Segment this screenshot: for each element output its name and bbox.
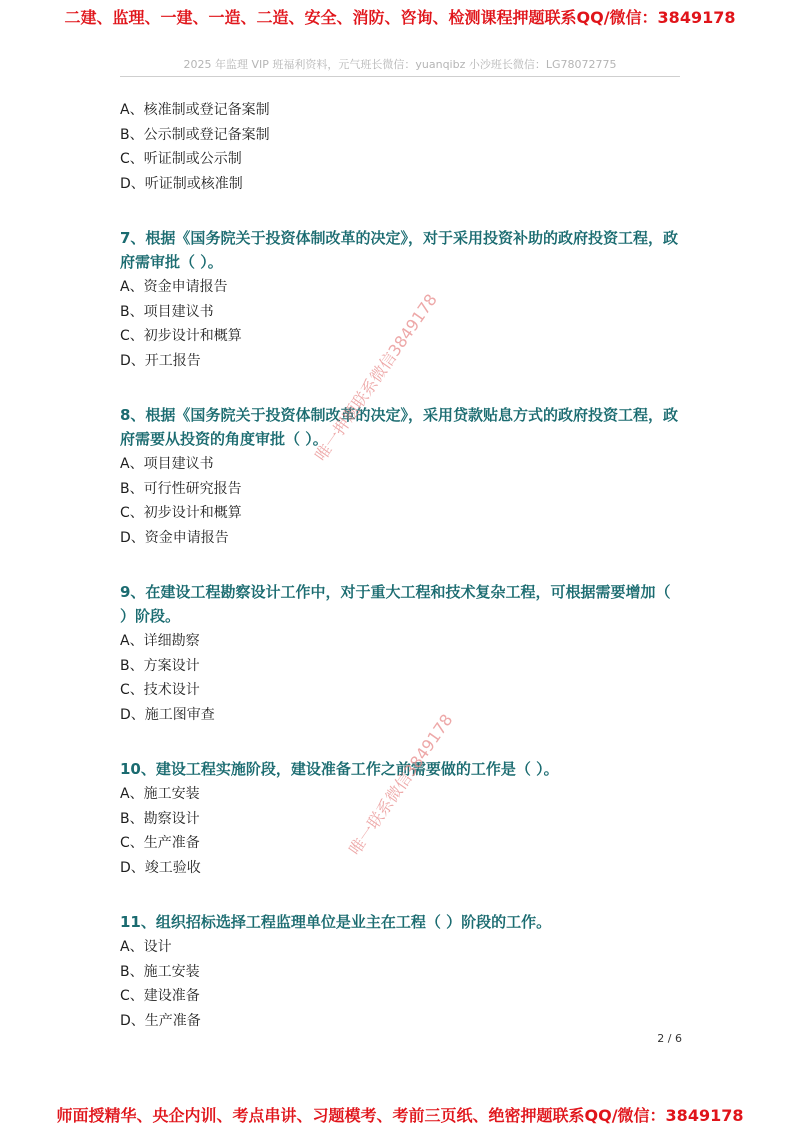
option-c: C、初步设计和概算: [120, 505, 242, 521]
document-body: [120, 98, 680, 1033]
option-c: C、初步设计和概算: [120, 328, 242, 344]
question-title: 10、建设工程实施阶段，建设准备工作之前需要做的工作是（ ）。: [120, 760, 559, 778]
question-title: 8、根据《国务院关于投资体制改革的决定》，采用贷款贴息方式的政府投资工程，政府需要从投资的角度审批（ ）。: [120, 406, 678, 448]
page-number: 2 / 6: [657, 1032, 682, 1045]
option-b: B、公示制或登记备案制: [120, 126, 270, 143]
option-a: A、施工安装: [120, 786, 200, 802]
option-d: D、听证制或核准制: [120, 175, 243, 192]
option-d: D、施工图审查: [120, 706, 215, 723]
question-11: [120, 910, 680, 1033]
question-title: 7、根据《国务院关于投资体制改革的决定》，对于采用投资补助的政府投资工程，政府需审批（ ）。: [120, 229, 678, 271]
option-b: B、项目建议书: [120, 303, 214, 320]
option-d: D、资金申请报告: [120, 529, 229, 546]
option-b: B、可行性研究报告: [120, 480, 242, 497]
option-b: B、施工安装: [120, 963, 200, 980]
promo-banner-bottom: 师面授精华、央企内训、考点串讲、习题模考、考前三页纸、绝密押题联系QQ/微信：3849178: [56, 1106, 744, 1125]
watermark-text: 唯一押题联系微信3849178: [311, 290, 441, 465]
option-d: D、竣工验收: [120, 859, 201, 876]
question-title: 9、在建设工程勘察设计工作中，对于重大工程和技术复杂工程，可根据需要增加（ ）阶段。: [120, 583, 671, 625]
option-c: C、听证制或公示制: [120, 151, 242, 167]
promo-banner-top: 二建、监理、一建、一造、二造、安全、消防、咨询、检测课程押题联系QQ/微信：3849178: [64, 8, 736, 27]
option-a: A、核准制或登记备案制: [120, 102, 270, 118]
option-c: C、建设准备: [120, 988, 200, 1004]
option-a: A、项目建议书: [120, 456, 214, 472]
watermark-text: 唯一联系微信3849178: [345, 710, 457, 859]
option-d: D、生产准备: [120, 1012, 201, 1029]
option-a: A、设计: [120, 939, 172, 955]
option-c: C、生产准备: [120, 835, 200, 851]
header-divider: [120, 76, 680, 77]
option-c: C、技术设计: [120, 682, 200, 698]
option-b: B、勘察设计: [120, 810, 200, 827]
continued-options: [120, 98, 680, 196]
option-d: D、开工报告: [120, 352, 201, 369]
option-a: A、详细勘察: [120, 633, 200, 649]
question-title: 11、组织招标选择工程监理单位是业主在工程（ ）阶段的工作。: [120, 913, 552, 931]
page-subheader: 2025 年监理 VIP 班福利资料，元气班长微信：yuanqibz 小沙班长微信：LG78072775: [183, 58, 617, 71]
option-a: A、资金申请报告: [120, 279, 228, 295]
question-9: [120, 580, 680, 727]
question-8: [120, 403, 680, 550]
option-b: B、方案设计: [120, 657, 200, 674]
